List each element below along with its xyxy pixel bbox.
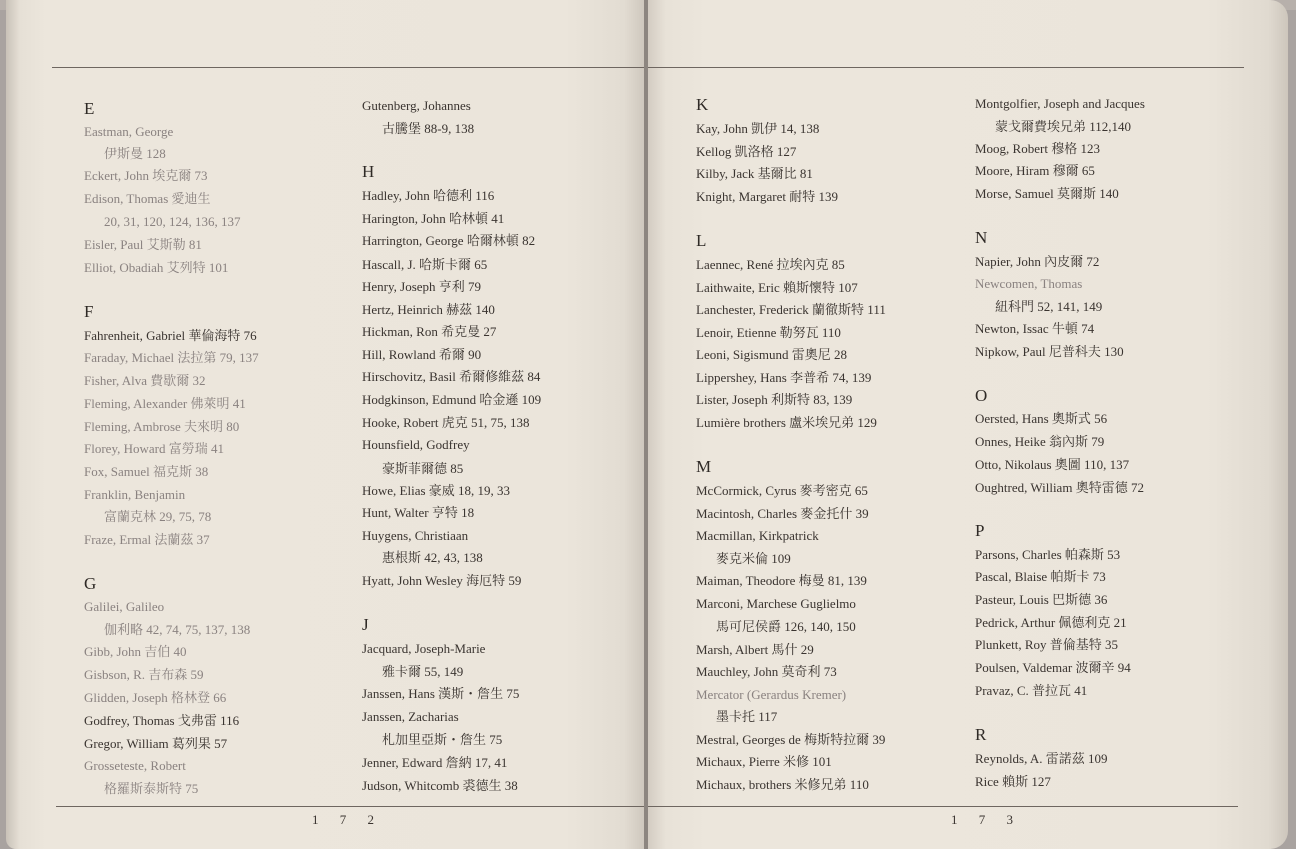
section-letter: G: [84, 574, 97, 593]
index-entry: Mestral, Georges de 梅斯特拉爾 39: [696, 732, 886, 747]
index-entry: Hooke, Robert 虎克 51, 75, 138: [362, 415, 530, 430]
index-entry: Reynolds, A. 雷諾茲 109: [975, 751, 1108, 766]
index-entry-continuation: 馬可尼侯爵 126, 140, 150: [716, 619, 856, 634]
index-entry: Gregor, William 葛列果 57: [84, 736, 228, 751]
index-entry: Harington, John 哈林頓 41: [362, 211, 505, 226]
index-entry: Eckert, John 埃克爾 73: [84, 168, 208, 183]
index-entry: Jacquard, Joseph-Marie: [362, 641, 486, 656]
index-entry: Maiman, Theodore 梅曼 81, 139: [696, 573, 867, 588]
index-entry: Grosseteste, Robert: [84, 758, 186, 773]
index-entry: Lippershey, Hans 李普希 74, 139: [696, 370, 872, 385]
index-entry: Lumière brothers 盧米埃兄弟 129: [696, 415, 877, 430]
section-letter: J: [362, 615, 369, 634]
index-entry: Hill, Rowland 希爾 90: [362, 347, 482, 362]
section-letter: R: [975, 725, 987, 744]
index-entry: Fleming, Ambrose 夫來明 80: [84, 419, 240, 434]
index-entry: Mauchley, John 莫奇利 73: [696, 664, 837, 679]
index-entry: Lister, Joseph 利斯特 83, 139: [696, 392, 853, 407]
index-entry: Gibb, John 吉伯 40: [84, 644, 187, 659]
bottom-rule: [648, 806, 1238, 807]
index-entry: Howe, Elias 豪威 18, 19, 33: [362, 483, 511, 498]
index-entry: Napier, John 內皮爾 72: [975, 254, 1100, 269]
index-entry-continuation: 伊斯曼 128: [104, 146, 166, 161]
section-letter: H: [362, 162, 375, 181]
index-entry: Gutenberg, Johannes: [362, 98, 471, 113]
index-entry: Macintosh, Charles 麥金托什 39: [696, 506, 869, 521]
index-entry-continuation: 格羅斯泰斯特 75: [104, 781, 199, 796]
index-entry: Macmillan, Kirkpatrick: [696, 528, 819, 543]
index-entry: Kay, John 凱伊 14, 138: [696, 121, 820, 136]
top-rule: [648, 67, 1244, 68]
index-entry: Fraze, Ermal 法蘭茲 37: [84, 532, 210, 547]
index-entry: Pedrick, Arthur 佩德利克 21: [975, 615, 1127, 630]
index-entry: Oersted, Hans 奧斯式 56: [975, 411, 1108, 426]
index-entry-continuation: 麥克米倫 109: [716, 551, 791, 566]
index-entry-continuation: 富蘭克林 29, 75, 78: [104, 509, 212, 524]
index-entry: Marconi, Marchese Guglielmo: [696, 596, 856, 611]
index-entry: Marsh, Albert 馬什 29: [696, 642, 814, 657]
index-entry-continuation: 古騰堡 88-9, 138: [382, 121, 475, 136]
index-entry: Janssen, Hans 漢斯・詹生 75: [362, 686, 520, 701]
page-number: 1 7 2: [312, 812, 383, 827]
index-entry: Henry, Joseph 亨利 79: [362, 279, 482, 294]
index-entry: Janssen, Zacharias: [362, 709, 459, 724]
section-letter: K: [696, 95, 709, 114]
index-entry: Huygens, Christiaan: [362, 528, 469, 543]
index-entry: Lanchester, Frederick 蘭徹斯特 111: [696, 302, 886, 317]
section-letter: P: [975, 521, 985, 540]
index-entry: Eastman, George: [84, 124, 174, 139]
index-entry: Fleming, Alexander 佛萊明 41: [84, 396, 246, 411]
index-entry: Leoni, Sigismund 雷奧尼 28: [696, 347, 847, 362]
index-entry: Fahrenheit, Gabriel 華倫海特 76: [84, 328, 257, 343]
index-entry: Moore, Hiram 穆爾 65: [975, 163, 1095, 178]
index-entry: Kellog 凱洛格 127: [696, 144, 797, 159]
index-entry: Fox, Samuel 福克斯 38: [84, 464, 209, 479]
index-entry: Edison, Thomas 愛迪生: [84, 191, 211, 206]
index-entry: Kilby, Jack 基爾比 81: [696, 166, 813, 181]
index-entry: Hunt, Walter 亨特 18: [362, 505, 475, 520]
bottom-rule: [56, 806, 646, 807]
left-page: [6, 0, 644, 849]
index-entry: Pascal, Blaise 帕斯卡 73: [975, 569, 1106, 584]
index-entry: Hickman, Ron 希克曼 27: [362, 324, 497, 339]
index-entry-continuation: 惠根斯 42, 43, 138: [382, 550, 483, 565]
index-entry: Plunkett, Roy 普倫基特 35: [975, 637, 1119, 652]
index-entry: Hodgkinson, Edmund 哈金遜 109: [362, 392, 542, 407]
index-entry: Rice 賴斯 127: [975, 774, 1051, 789]
index-entry-continuation: 雅卡爾 55, 149: [382, 664, 464, 679]
index-entry: Elliot, Obadiah 艾列特 101: [84, 260, 229, 275]
index-entry-continuation: 墨卡托 117: [716, 709, 778, 724]
section-letter: F: [84, 302, 94, 321]
index-entry: Onnes, Heike 翁內斯 79: [975, 434, 1105, 449]
page-number: 1 7 3: [951, 812, 1022, 827]
section-letter: O: [975, 386, 988, 405]
top-rule: [52, 67, 646, 68]
index-entry: Harrington, George 哈爾林頓 82: [362, 233, 536, 248]
section-letter: E: [84, 99, 95, 118]
index-entry: Newcomen, Thomas: [975, 276, 1083, 291]
index-entry: Eisler, Paul 艾斯勒 81: [84, 237, 202, 252]
index-entry: Laennec, René 拉埃內克 85: [696, 257, 845, 272]
index-entry: Galilei, Galileo: [84, 599, 165, 614]
index-entry: Pravaz, C. 普拉瓦 41: [975, 683, 1088, 698]
index-entry: Laithwaite, Eric 賴斯懷特 107: [696, 280, 858, 295]
index-entry: Michaux, Pierre 米修 101: [696, 754, 832, 769]
index-entry: Poulsen, Valdemar 波爾辛 94: [975, 660, 1131, 675]
index-entry: Newton, Issac 牛頓 74: [975, 321, 1095, 336]
index-entry-continuation: 豪斯菲爾德 85: [382, 461, 464, 476]
index-entry: Michaux, brothers 米修兄弟 110: [696, 777, 869, 792]
index-entry: Oughtred, William 奧特雷德 72: [975, 480, 1144, 495]
index-entry: Pasteur, Louis 巴斯德 36: [975, 592, 1108, 607]
index-entry: Godfrey, Thomas 戈弗雷 116: [84, 713, 240, 728]
index-entry: Parsons, Charles 帕森斯 53: [975, 547, 1121, 562]
index-entry: Otto, Nikolaus 奧圖 110, 137: [975, 457, 1130, 472]
index-entry: Nipkow, Paul 尼普科夫 130: [975, 344, 1124, 359]
index-entry-continuation: 札加里亞斯・詹生 75: [382, 732, 503, 747]
index-entry: Hirschovitz, Basil 希爾修維茲 84: [362, 369, 541, 384]
section-letter: N: [975, 228, 988, 247]
section-letter: M: [696, 457, 712, 476]
index-entry: Montgolfier, Joseph and Jacques: [975, 96, 1145, 111]
index-entry-continuation: 蒙戈爾費埃兄弟 112,140: [995, 119, 1132, 134]
index-entry-continuation: 伽利略 42, 74, 75, 137, 138: [104, 622, 251, 637]
right-page: [648, 0, 1288, 849]
index-entry: Glidden, Joseph 格林登 66: [84, 690, 227, 705]
index-entry: Mercator (Gerardus Kremer): [696, 687, 847, 702]
index-entry: Hascall, J. 哈斯卡爾 65: [362, 257, 488, 272]
index-entry: Gisbson, R. 吉布森 59: [84, 667, 204, 682]
index-entry: Faraday, Michael 法拉第 79, 137: [84, 350, 259, 365]
index-entry: Judson, Whitcomb 裘德生 38: [362, 778, 518, 793]
index-entry: Lenoir, Etienne 勒努瓦 110: [696, 325, 841, 340]
index-entry: Jenner, Edward 詹納 17, 41: [362, 755, 508, 770]
index-entry: Hounsfield, Godfrey: [362, 437, 470, 452]
index-entry: Hyatt, John Wesley 海厄特 59: [362, 573, 522, 588]
index-entry: Hadley, John 哈德利 116: [362, 188, 495, 203]
index-entry: Hertz, Heinrich 赫茲 140: [362, 302, 495, 317]
section-letter: L: [696, 231, 707, 250]
index-entry-continuation: 20, 31, 120, 124, 136, 137: [104, 214, 241, 229]
index-entry: Knight, Margaret 耐特 139: [696, 189, 839, 204]
index-entry: Florey, Howard 富勞瑞 41: [84, 441, 224, 456]
index-entry: McCormick, Cyrus 麥考密克 65: [696, 483, 868, 498]
index-entry: Franklin, Benjamin: [84, 487, 186, 502]
index-entry-continuation: 紐科門 52, 141, 149: [995, 299, 1103, 314]
index-entry: Morse, Samuel 莫爾斯 140: [975, 186, 1119, 201]
index-entry: Moog, Robert 穆格 123: [975, 141, 1100, 156]
index-entry: Fisher, Alva 費歇爾 32: [84, 373, 206, 388]
